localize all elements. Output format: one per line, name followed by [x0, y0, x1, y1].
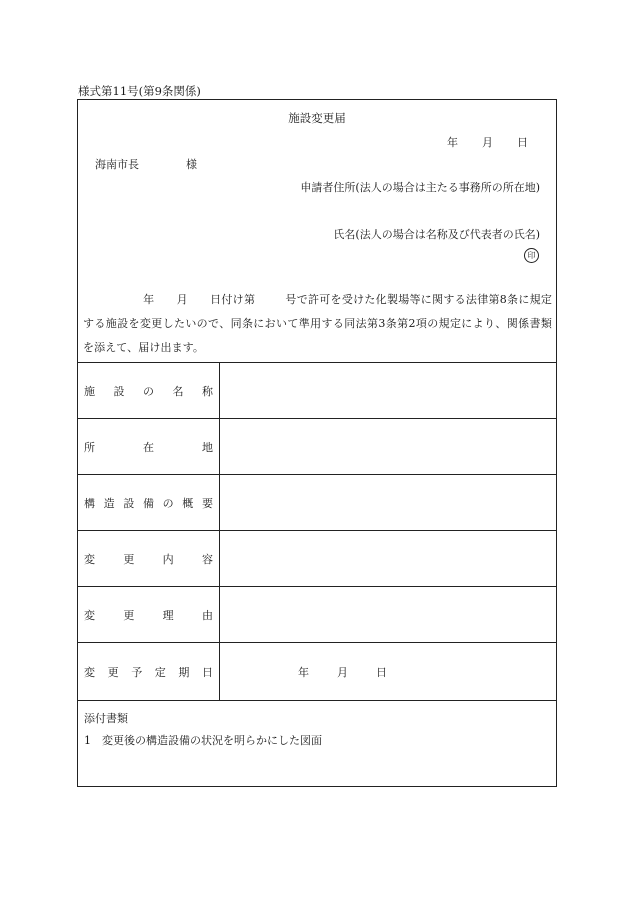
planned-date-labels [298, 664, 387, 680]
table-row [78, 362, 556, 418]
row-label-char: 期 [178, 665, 190, 679]
table-row [78, 530, 556, 586]
row-label-structure-overview [78, 475, 220, 530]
notification-form [77, 99, 557, 787]
table-row [78, 418, 556, 474]
row-label-char: の [162, 496, 174, 510]
declaration-text [83, 288, 552, 360]
facility-name-field[interactable] [220, 363, 556, 418]
attachment-text: 変更後の構造設備の状況を明らかにした図面 [102, 734, 322, 747]
form-title: 施設変更届 [288, 111, 346, 125]
row-label-char: 変 [84, 608, 95, 622]
row-label-char: 由 [201, 608, 213, 622]
row-label-char: 名 [172, 384, 184, 398]
body-year-label: 年 [143, 293, 155, 306]
row-label-change-reason [78, 587, 220, 642]
applicant-name-label: 氏名(法人の場合は名称及び代表者の氏名) [333, 228, 540, 241]
row-label-char: 備 [142, 496, 154, 510]
attachment-number: 1 [84, 734, 91, 747]
table-row [78, 474, 556, 530]
planned-month-label: 月 [337, 665, 348, 679]
planned-date-field[interactable] [220, 643, 556, 700]
row-label-char: 構 [84, 496, 95, 510]
change-reason-field[interactable] [220, 587, 556, 642]
row-label-facility-name [78, 363, 220, 418]
attachments-section [78, 700, 556, 752]
row-label-char: 設 [113, 384, 125, 398]
date-day-label: 日 [517, 136, 528, 149]
attachment-item [84, 730, 556, 752]
row-label-char: 概 [182, 496, 194, 510]
row-label-char: 予 [131, 665, 143, 679]
addressee-name: 海南市長 [95, 158, 139, 171]
body-day-prefix: 日付け第 [209, 293, 256, 306]
row-label-char: 称 [202, 384, 213, 398]
date-month-label: 月 [482, 136, 493, 149]
table-row [78, 586, 556, 642]
row-label-char: 容 [201, 552, 213, 566]
change-content-field[interactable] [220, 531, 556, 586]
date-year-label: 年 [447, 136, 458, 149]
row-label-char: 更 [123, 608, 135, 622]
planned-year-label: 年 [298, 665, 309, 679]
row-label-char: 地 [202, 440, 213, 454]
row-label-char: 更 [123, 552, 135, 566]
addressee [95, 156, 197, 172]
details-table [78, 362, 556, 752]
row-label-char: 施 [84, 384, 95, 398]
addressee-honorific: 様 [186, 158, 197, 171]
seal-mark: 印 [524, 248, 539, 263]
row-label-change-content [78, 531, 220, 586]
row-label-location [78, 419, 220, 474]
row-label-char: 内 [162, 552, 174, 566]
form-number: 様式第11号(第9条関係) [78, 84, 201, 98]
row-label-char: 更 [107, 665, 119, 679]
row-label-char: の [143, 384, 154, 398]
row-label-char: 在 [143, 440, 154, 454]
table-row [78, 642, 556, 700]
row-label-planned-date [78, 643, 220, 700]
body-month-label: 月 [176, 293, 188, 306]
row-label-char: 要 [201, 496, 213, 510]
submission-date [447, 134, 528, 150]
location-field[interactable] [220, 419, 556, 474]
planned-day-label: 日 [376, 665, 387, 679]
body-main-text: 号で許可を受けた化製場等に関する法律第8条に規定する施設を変更したいので、同条において準用する同法第3条第2項の規定により、関係書類を添えて、届け出ます。 [83, 293, 552, 354]
row-label-char: 定 [154, 665, 166, 679]
attachments-heading: 添付書類 [84, 712, 128, 725]
applicant-address-label: 申請者住所(法人の場合は主たる事務所の所在地) [300, 181, 540, 194]
row-label-char: 理 [162, 608, 174, 622]
row-label-char: 造 [103, 496, 115, 510]
row-label-char: 所 [84, 440, 95, 454]
row-label-char: 日 [201, 665, 213, 679]
row-label-char: 変 [84, 665, 95, 679]
row-label-char: 変 [84, 552, 95, 566]
structure-overview-field[interactable] [220, 475, 556, 530]
row-label-char: 設 [123, 496, 135, 510]
